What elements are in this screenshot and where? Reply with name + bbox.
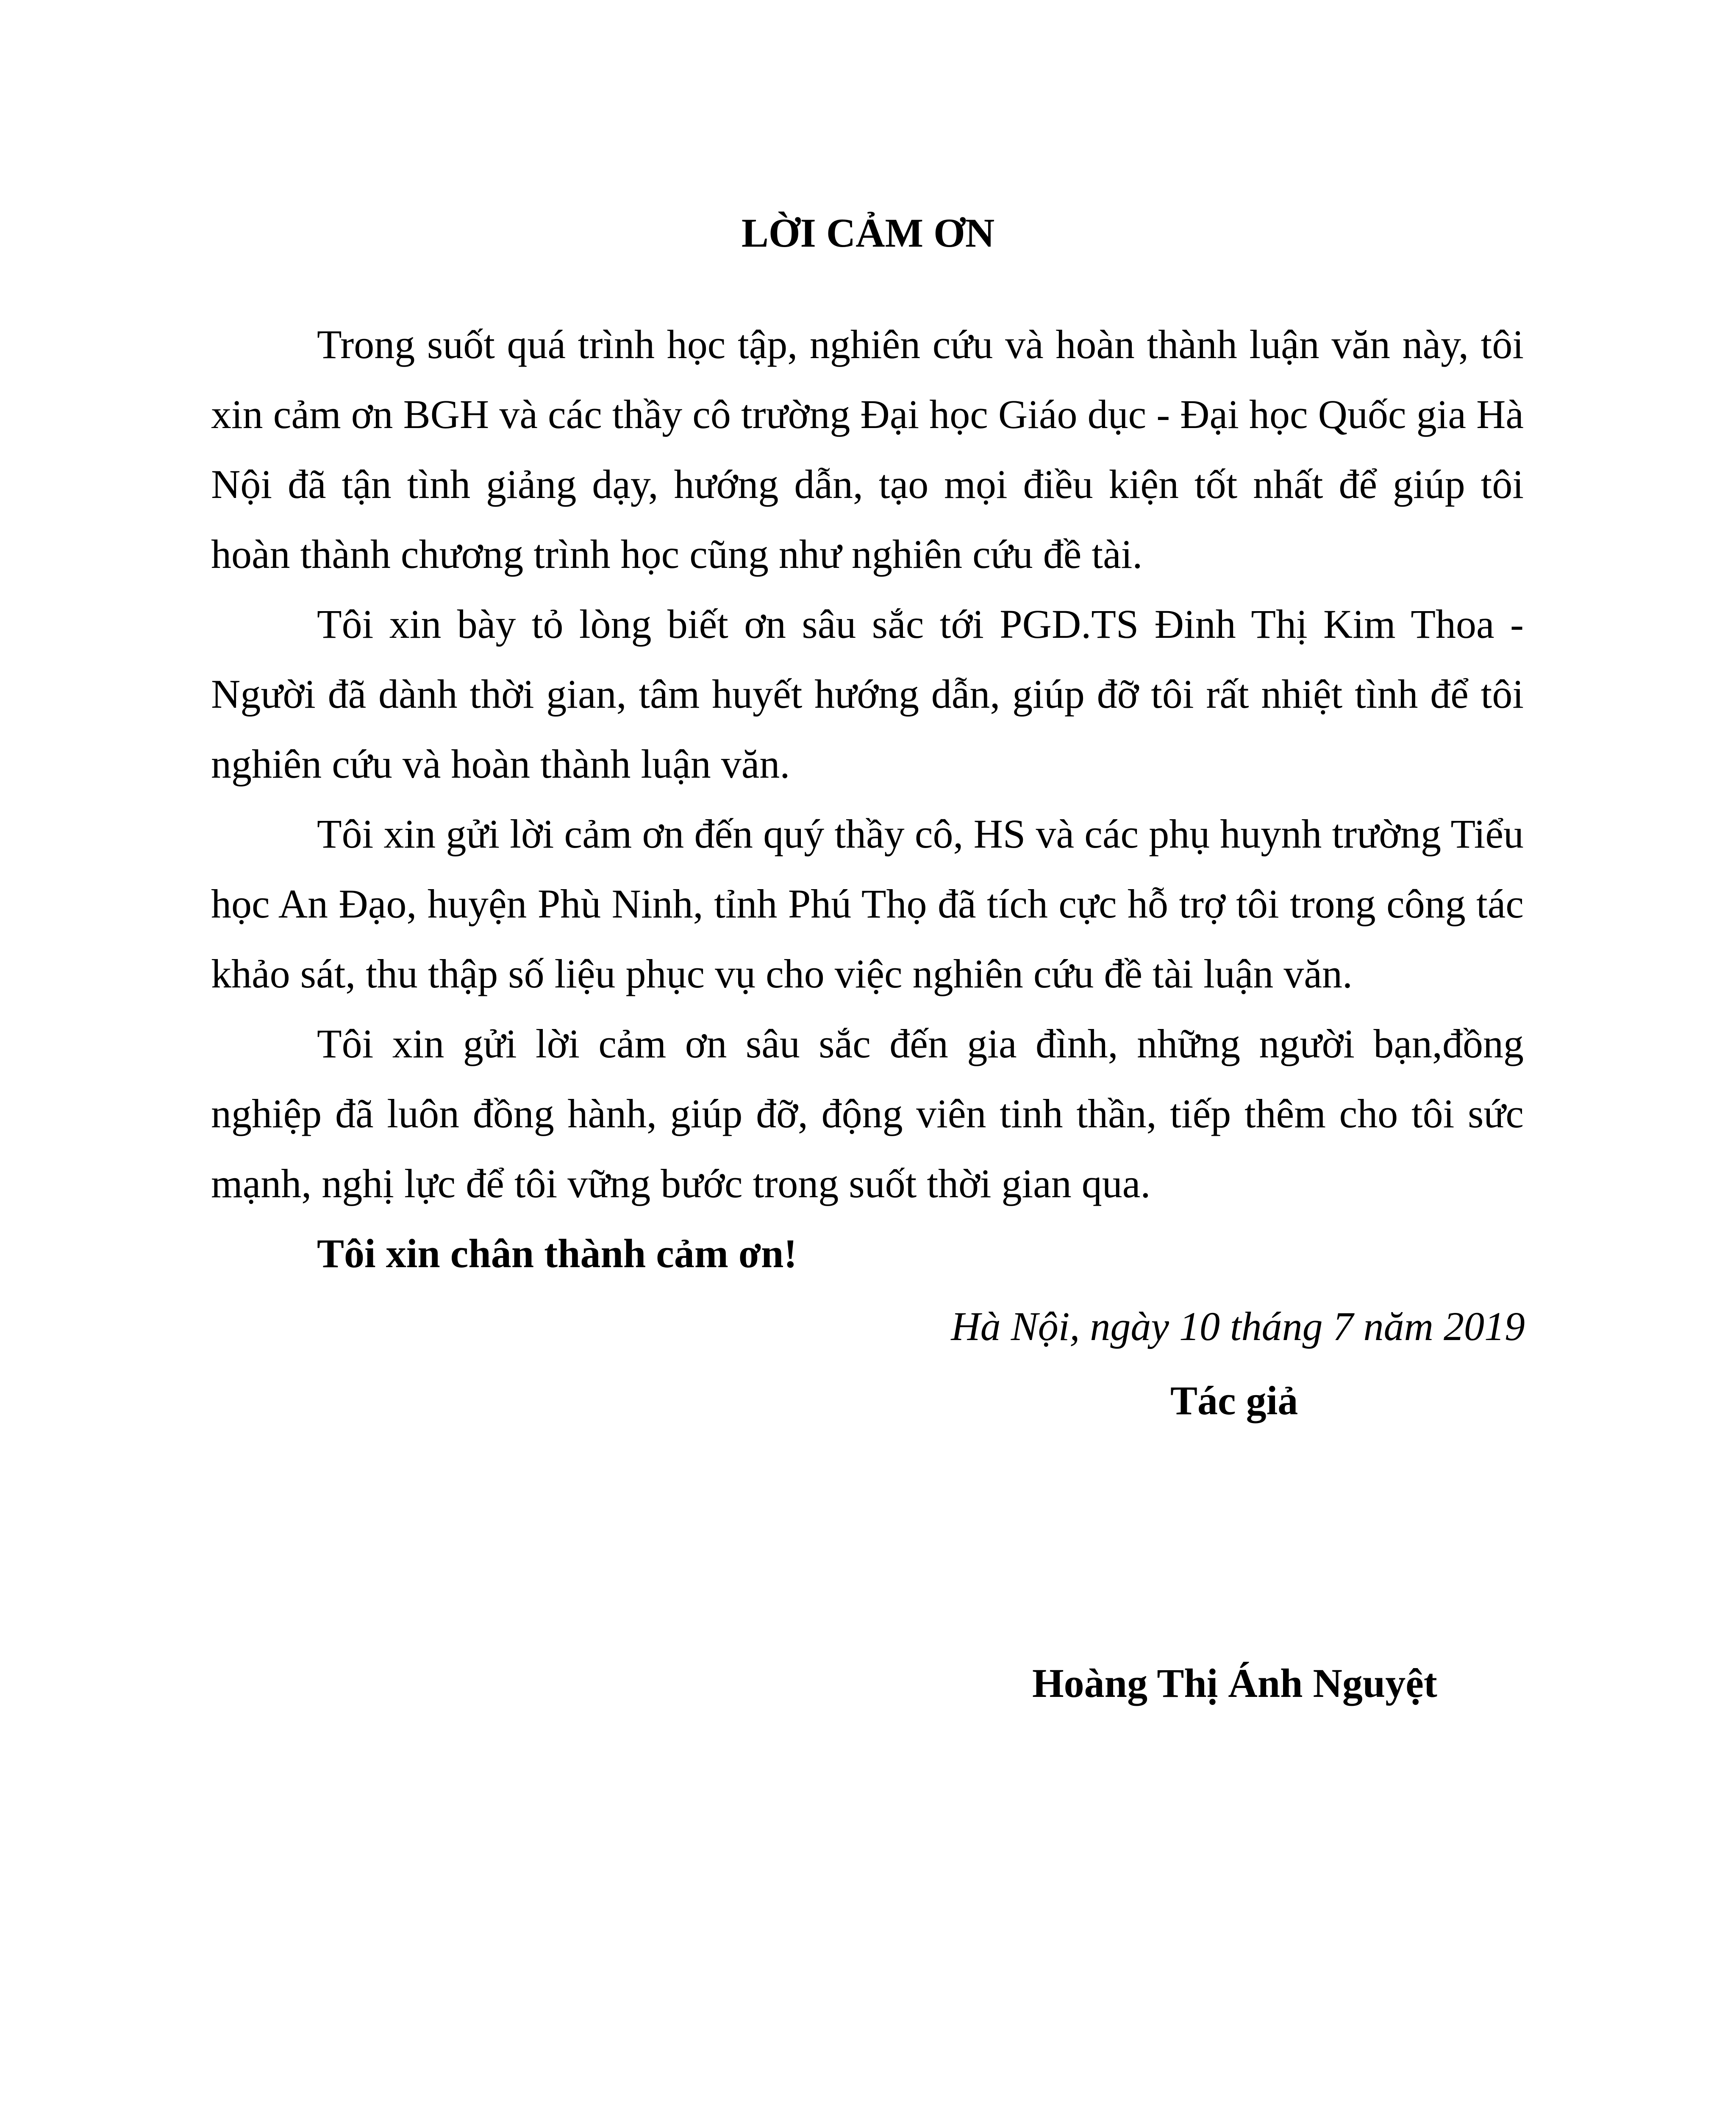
document-body <box>211 309 1524 1288</box>
date-line: Hà Nội, ngày 10 tháng 7 năm 2019 <box>951 1304 1525 1349</box>
author-name: Hoàng Thị Ánh Nguyệt <box>1032 1660 1437 1706</box>
document-title: LỜI CẢM ƠN <box>741 210 995 256</box>
paragraph-2: Tôi xin bày tỏ lòng biết ơn sâu sắc tới PGD.TS Đinh Thị Kim Thoa - Người đã dành thời gian, tâm huyết hướng dẫn, giúp đỡ tôi rất nhiệt tình để tôi nghiên cứu và hoàn thành luận văn. <box>211 601 1524 787</box>
closing-line: Tôi xin chân thành cảm ơn! <box>317 1231 797 1276</box>
paragraph-4: Tôi xin gửi lời cảm ơn sâu sắc đến gia đình, những người bạn,đồng nghiệp đã luôn đồng hành, giúp đỡ, động viên tinh thần, tiếp thêm cho tôi sức mạnh, nghị lực để tôi vững bước trong suốt thời gian qua. <box>211 1021 1524 1206</box>
paragraph-1: Trong suốt quá trình học tập, nghiên cứu và hoàn thành luận văn này, tôi xin cảm ơn BGH và các thầy cô trường Đại học Giáo dục - Đại học Quốc gia Hà Nội đã tận tình giảng dạy, hướng dẫn, tạo mọi điều kiện tốt nhất để giúp tôi hoàn thành chương trình học cũng như nghiên cứu đề tài. <box>211 322 1524 577</box>
author-role: Tác giả <box>1170 1378 1298 1423</box>
paragraph-3: Tôi xin gửi lời cảm ơn đến quý thầy cô, HS và các phụ huynh trường Tiểu học An Đạo, huyện Phù Ninh, tỉnh Phú Thọ đã tích cực hỗ trợ tôi trong công tác khảo sát, thu thập số liệu phục vụ cho việc nghiên cứu đề tài luận văn. <box>211 811 1524 996</box>
